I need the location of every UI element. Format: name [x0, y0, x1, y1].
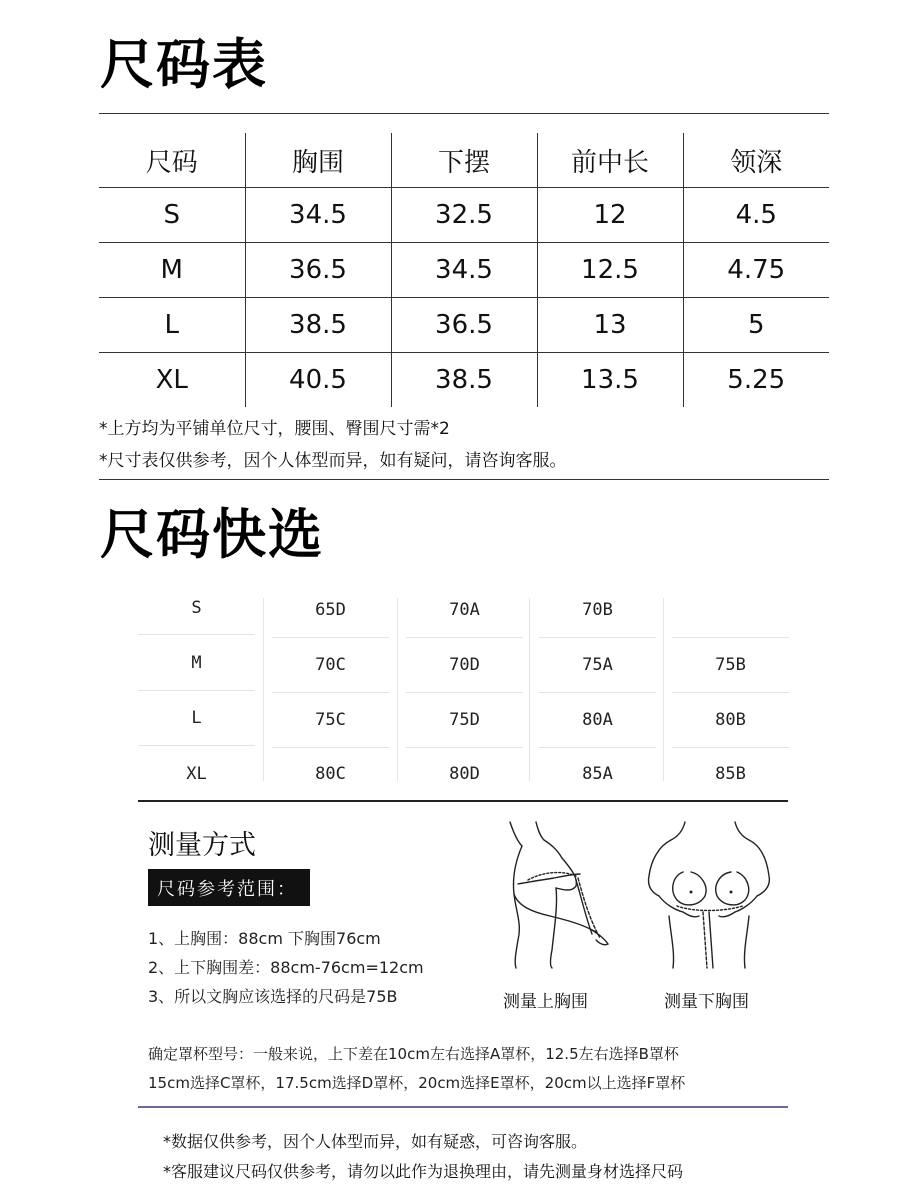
table-cell: 13.5 — [537, 353, 683, 408]
table-cell: 34.5 — [391, 243, 537, 298]
cell-value: 80B — [715, 710, 746, 730]
quick-cell — [539, 746, 656, 802]
header-hem: 下摆 — [391, 133, 537, 188]
header-neck-depth: 领深 — [683, 133, 829, 188]
quick-cell — [272, 746, 389, 802]
table-row — [99, 243, 829, 298]
table-row — [99, 298, 829, 353]
quick-cell — [406, 692, 523, 748]
cell-value: 85A — [582, 764, 613, 784]
quick-cell — [272, 692, 389, 748]
table-cell: 38.5 — [245, 298, 391, 353]
grid-separator — [263, 598, 264, 781]
quick-cell — [672, 746, 789, 802]
table-row — [99, 353, 829, 408]
quick-cell — [672, 637, 789, 693]
size-note-2: *尺寸表仅供参考，因个人体型而异，如有疑问，请咨询客服。 — [99, 451, 567, 471]
measure-divider — [138, 800, 788, 802]
measure-step-2: 2、上下胸围差：88cm-76cm=12cm — [148, 958, 424, 977]
table-row — [99, 188, 829, 243]
quick-cell — [539, 637, 656, 693]
table-cell: S — [99, 188, 245, 243]
table-header-row — [99, 133, 829, 188]
under-bust-figure-icon — [643, 820, 773, 970]
measure-step-3: 3、所以文胸应该选择的尺码是75B — [148, 987, 398, 1006]
quick-cell — [539, 582, 656, 638]
measure-title: 测量方式 — [148, 830, 256, 861]
cell-value: 80C — [315, 764, 346, 784]
table-cell: 40.5 — [245, 353, 391, 408]
cell-value: 75A — [582, 655, 613, 675]
table-cell: 36.5 — [245, 243, 391, 298]
table-cell: 38.5 — [391, 353, 537, 408]
upper-bust-figure-icon — [492, 820, 612, 970]
table-cell: 32.5 — [391, 188, 537, 243]
size-note-1: *上方均为平铺单位尺寸，腰围、臀围尺寸需*2 — [99, 419, 450, 439]
table-cell: XL — [155, 365, 188, 395]
table-cell: 13 — [537, 298, 683, 353]
table-cell: 4.75 — [683, 243, 829, 298]
quick-cell — [272, 582, 389, 638]
caption-under-bust: 测量下胸围 — [664, 992, 749, 1012]
table-cell: 5.25 — [683, 353, 829, 408]
grid-separator — [663, 598, 664, 781]
quick-cell-size: S — [191, 598, 202, 618]
cell-value: 80A — [582, 710, 613, 730]
quick-pick-title: 尺码快选 — [100, 503, 324, 566]
title-divider — [99, 113, 829, 114]
header-size: 尺码 — [99, 133, 245, 188]
section-divider — [99, 479, 829, 480]
quick-cell — [272, 637, 389, 693]
cell-value: 80D — [449, 764, 480, 784]
quick-cell-size: L — [191, 708, 202, 728]
table-cell: 36.5 — [391, 298, 537, 353]
cell-value: 70B — [582, 600, 613, 620]
table-cell: 4.5 — [683, 188, 829, 243]
quick-cell — [406, 582, 523, 638]
cell-value: 70D — [449, 655, 480, 675]
table-cell: 12 — [537, 188, 683, 243]
grid-separator — [529, 598, 530, 781]
header-front-length: 前中长 — [537, 133, 683, 188]
cell-value: 75B — [715, 655, 746, 675]
cup-description-1: 确定罩杯型号：一般来说，上下差在10cm左右选择A罩杯，12.5左右选择B罩杯 — [148, 1045, 679, 1063]
table-cell: 5 — [683, 298, 829, 353]
table-cell: 34.5 — [245, 188, 391, 243]
header-bust: 胸围 — [245, 133, 391, 188]
footnote-2: *客服建议尺码仅供参考，请勿以此作为退换理由，请先测量身材选择尺码 — [163, 1162, 684, 1181]
quick-cell — [406, 637, 523, 693]
quick-cell — [672, 692, 789, 748]
quick-cell-size: M — [191, 653, 202, 673]
quick-cell-size: XL — [186, 764, 207, 784]
grid-separator — [397, 598, 398, 781]
size-table — [99, 133, 829, 407]
table-cell: M — [99, 243, 245, 298]
cell-value: 75D — [449, 710, 480, 730]
cup-description-2: 15cm选择C罩杯，17.5cm选择D罩杯，20cm选择E罩杯，20cm以上选择F罩杯 — [148, 1074, 686, 1092]
quick-cell — [672, 582, 789, 638]
caption-upper-bust: 测量上胸围 — [503, 992, 588, 1012]
table-cell: L — [99, 298, 245, 353]
quick-cell — [539, 692, 656, 748]
footnote-1: *数据仅供参考，因个人体型而异，如有疑惑，可咨询客服。 — [163, 1132, 588, 1151]
footer-divider — [138, 1106, 788, 1108]
cell-value: 70A — [449, 600, 480, 620]
table-cell: 12.5 — [537, 243, 683, 298]
reference-badge: 尺码参考范围： — [148, 869, 310, 906]
size-chart-title: 尺码表 — [100, 33, 268, 96]
cell-value: 85B — [715, 764, 746, 784]
measure-step-1: 1、上胸围：88cm 下胸围76cm — [148, 929, 381, 948]
quick-cell — [406, 746, 523, 802]
cell-value: 75C — [315, 710, 346, 730]
cell-value: 70C — [315, 655, 346, 675]
cell-value: 65D — [315, 600, 346, 620]
